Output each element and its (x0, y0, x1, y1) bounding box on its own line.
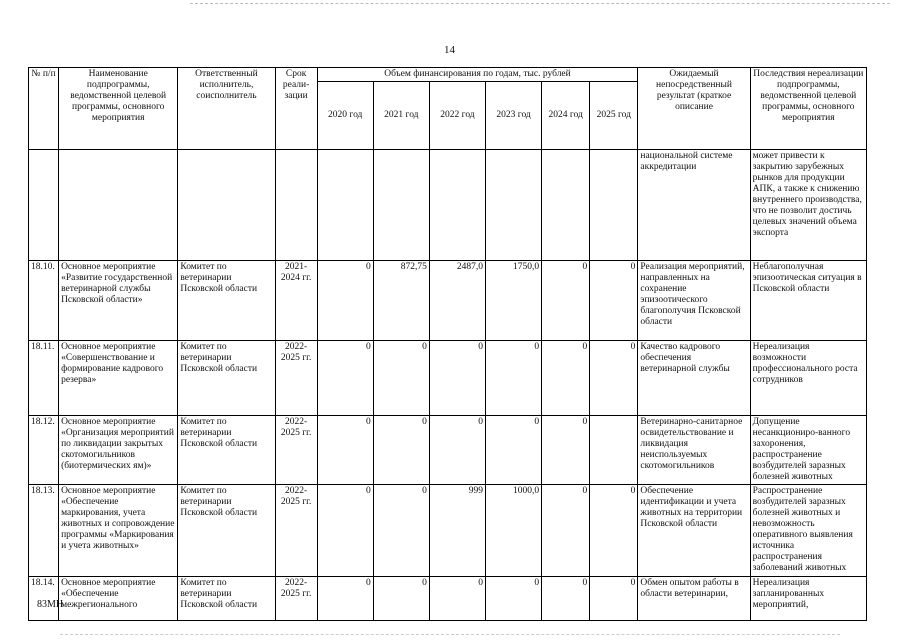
cell-value: 0 (590, 485, 638, 577)
program-table (28, 67, 867, 621)
cell-responsible: Комитет по ветеринарии Псковской области (178, 416, 275, 485)
footer-code: 83МН (37, 599, 64, 610)
header-year: 2021 год (373, 82, 429, 150)
cell-value: 0 (317, 341, 373, 416)
header-funding: Объем финансирования по годам, тыс. рублей (317, 68, 638, 82)
cell-consequence: Допущение несанкциониро-ванного захоронения, распространение возбудителей заразных болезней животных (750, 416, 866, 485)
cell-no: 18.13. (29, 485, 59, 577)
cell-value: 0 (373, 485, 429, 577)
scan-edge-bottom (60, 634, 840, 635)
header-year: 2022 год (429, 82, 485, 150)
cell-value: 0 (590, 577, 638, 621)
cell-empty (590, 150, 638, 261)
continuation-row (29, 150, 867, 261)
cell-responsible: Комитет по ветеринарии Псковской области (178, 577, 275, 621)
cell-result: Качество кадрового обеспечения ветеринарной службы (638, 341, 750, 416)
cell-name: Основное мероприятие «Развитие государственной ветеринарной службы Псковской области» (59, 261, 178, 341)
table-row (29, 577, 867, 621)
cell-term: 2021-2024 гг. (275, 261, 317, 341)
cell-responsible: Комитет по ветеринарии Псковской области (178, 485, 275, 577)
cell-result: Реализация мероприятий, направленных на сохранение эпизоотического благополучия Псковской области (638, 261, 750, 341)
cell-consequence: может привести к закрытию зарубежных рынков для продукции АПК, а также к снижению внутреннего производства, что не позволит достичь целевых значений объема экспорта (750, 150, 866, 261)
header-row-1 (29, 68, 867, 82)
cell-value: 0 (542, 416, 590, 485)
cell-term: 2022-2025 гг. (275, 485, 317, 577)
cell-term: 2022-2025 гг. (275, 577, 317, 621)
cell-responsible: Комитет по ветеринарии Псковской области (178, 261, 275, 341)
cell-name: Основное мероприятие «Организация мероприятий по ликвидации закрытых скотомогильников (биотермических ям)» (59, 416, 178, 485)
cell-value: 872,75 (373, 261, 429, 341)
cell-empty (542, 150, 590, 261)
cell-no: 18.10. (29, 261, 59, 341)
header-year: 2020 год (317, 82, 373, 150)
table-row (29, 261, 867, 341)
cell-value: 0 (486, 341, 542, 416)
cell-value: 0 (317, 261, 373, 341)
cell-result: Ветеринарно-санитарное освидетельствование и ликвидация неиспользуемых скотомогильников (638, 416, 750, 485)
cell-value: 1000,0 (486, 485, 542, 577)
cell-empty (429, 150, 485, 261)
table-row (29, 341, 867, 416)
cell-value: 0 (317, 485, 373, 577)
cell-value: 0 (373, 341, 429, 416)
cell-value: 0 (429, 416, 485, 485)
cell-consequence: Нереализация запланированных мероприятий, (750, 577, 866, 621)
page-number: 14 (444, 44, 455, 56)
cell-value: 0 (542, 577, 590, 621)
table-row (29, 416, 867, 485)
cell-value (590, 416, 638, 485)
cell-empty (178, 150, 275, 261)
cell-result: Обеспечение идентификации и учета животных на территории Псковской области (638, 485, 750, 577)
cell-consequence: Распространение возбудителей заразных болезней животных и невозможность оперативного выявления источника распространения заболеваний животных (750, 485, 866, 577)
header-no: № п/п (29, 68, 59, 150)
header-year: 2024 год (542, 82, 590, 150)
cell-name: Основное мероприятие «Обеспечение маркирования, учета животных и сопровождение программы «Маркирования и учета животных» (59, 485, 178, 577)
cell-result: национальной системе аккредитации (638, 150, 750, 261)
cell-empty (486, 150, 542, 261)
cell-value: 0 (486, 577, 542, 621)
cell-value: 2487,0 (429, 261, 485, 341)
cell-value: 999 (429, 485, 485, 577)
scan-edge-top (190, 3, 890, 4)
cell-term: 2022-2025 гг. (275, 416, 317, 485)
cell-consequence: Неблагополучная эпизоотическая ситуация в Псковской области (750, 261, 866, 341)
header-responsible: Ответственный исполнитель, соисполнитель (178, 68, 275, 150)
header-year: 2025 год (590, 82, 638, 150)
cell-value: 0 (373, 577, 429, 621)
cell-value: 0 (542, 341, 590, 416)
cell-empty (29, 150, 59, 261)
header-term: Срок реали-зации (275, 68, 317, 150)
header-result: Ожидаемый непосредственный результат (краткое описание (638, 68, 750, 150)
cell-value: 0 (486, 416, 542, 485)
cell-empty (317, 150, 373, 261)
cell-value: 0 (373, 416, 429, 485)
cell-consequence: Нереализация возможности профессионального роста сотрудников (750, 341, 866, 416)
header-consequence: Последствия нереализации подпрограммы, ведомственной целевой программы, основного мероприятия (750, 68, 866, 150)
cell-term: 2022-2025 гг. (275, 341, 317, 416)
cell-no: 18.14. (29, 577, 59, 621)
cell-empty (59, 150, 178, 261)
cell-empty (275, 150, 317, 261)
cell-value: 1750,0 (486, 261, 542, 341)
cell-name: Основное мероприятие «Обеспечение межрегионального (59, 577, 178, 621)
cell-no: 18.12. (29, 416, 59, 485)
cell-value: 0 (590, 261, 638, 341)
cell-value: 0 (429, 341, 485, 416)
cell-value: 0 (542, 261, 590, 341)
cell-value: 0 (542, 485, 590, 577)
cell-value: 0 (317, 416, 373, 485)
cell-no: 18.11. (29, 341, 59, 416)
header-name: Наименование подпрограммы, ведомственной целевой программы, основного мероприятия (59, 68, 178, 150)
cell-value: 0 (429, 577, 485, 621)
cell-result: Обмен опытом работы в области ветеринарии, (638, 577, 750, 621)
header-year: 2023 год (486, 82, 542, 150)
cell-name: Основное мероприятие «Совершенствование и формирование кадрового резерва» (59, 341, 178, 416)
cell-value: 0 (317, 577, 373, 621)
cell-value: 0 (590, 341, 638, 416)
table-row (29, 485, 867, 577)
cell-responsible: Комитет по ветеринарии Псковской области (178, 341, 275, 416)
cell-empty (373, 150, 429, 261)
